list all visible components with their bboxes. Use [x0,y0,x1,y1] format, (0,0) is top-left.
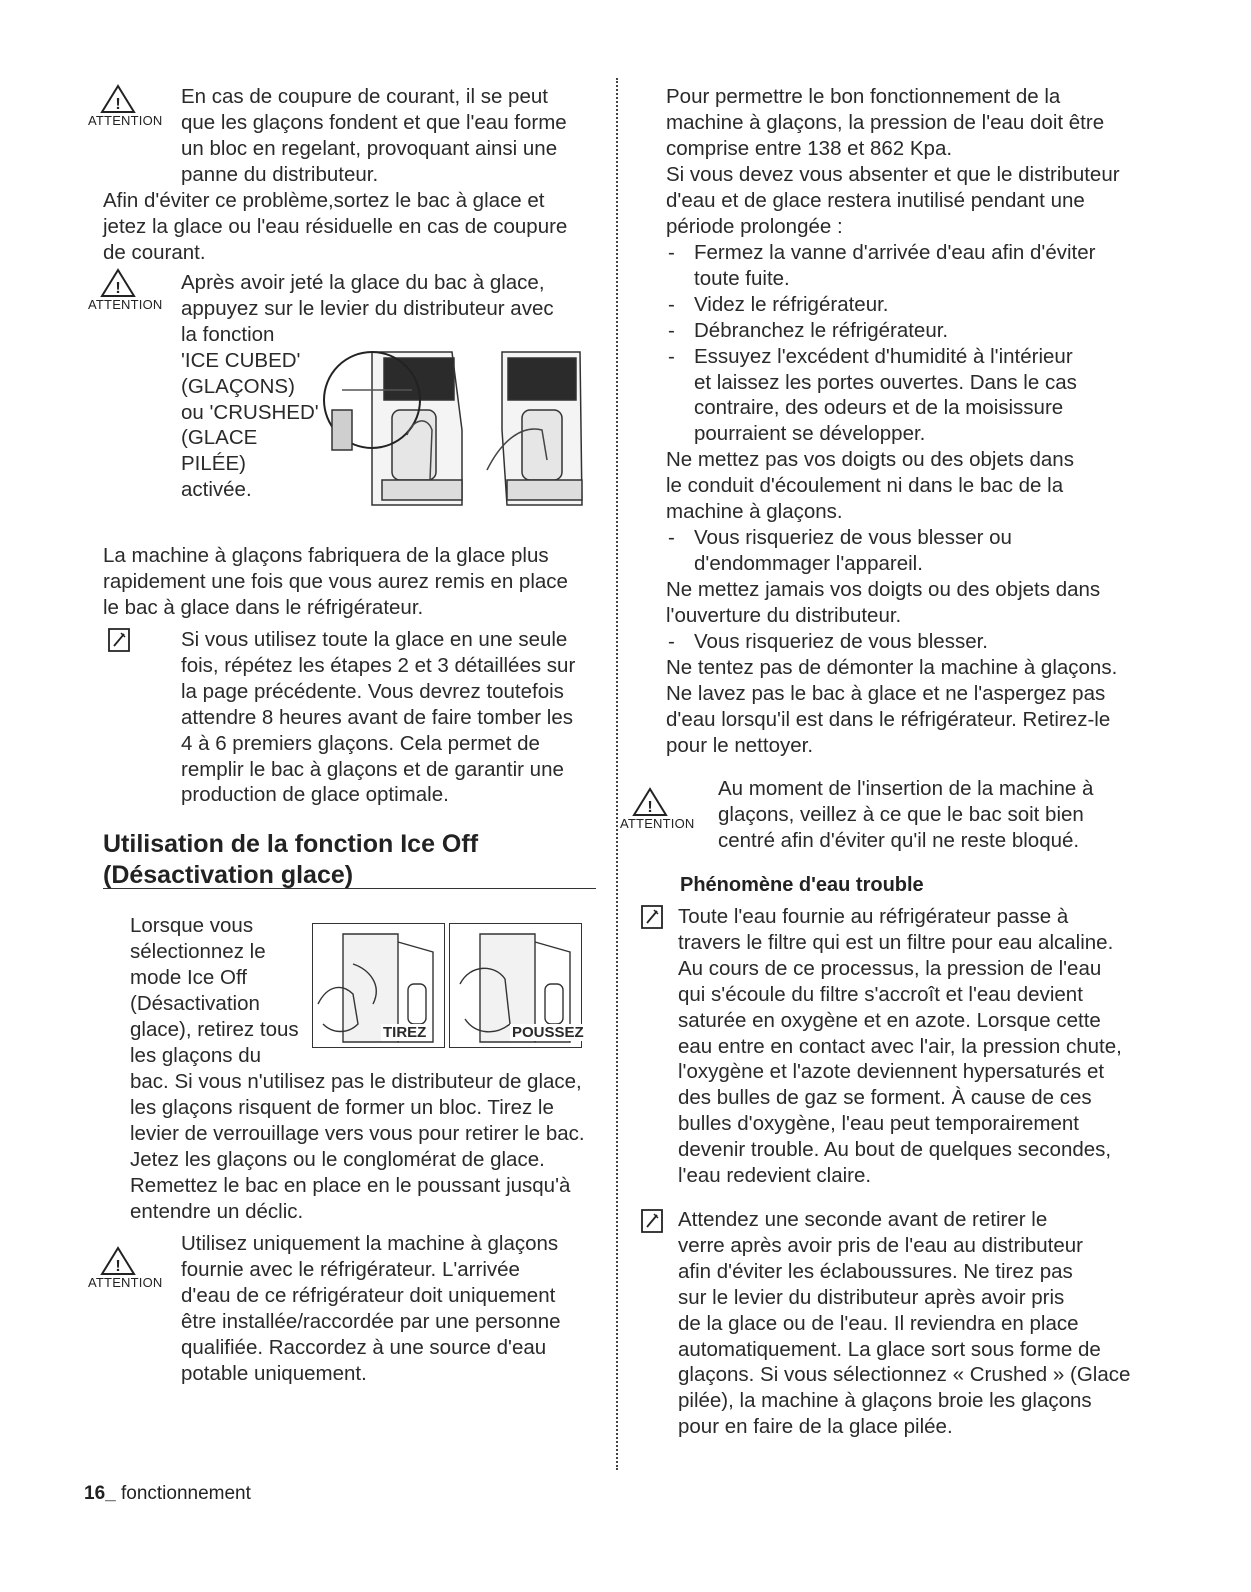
list-injury-warning-1 [666,525,1146,577]
paragraph-empty-ice-bin: Afin d'éviter ce problème,sortez le bac à glace et jetez la glace ou l'eau résiduelle en cas de coupure de courant. [103,189,568,264]
heading-underline [103,888,596,889]
dispenser-panel-right [487,352,582,505]
attention-text-power-outage: En cas de coupure de courant, il se peut que les glaçons fondent et que l'eau forme un bloc en regelant, provoquant ainsi une panne du distributeur. [181,85,567,186]
warning-triangle-icon [100,84,136,114]
svg-text:!: ! [647,799,653,816]
note-icon [640,1208,664,1234]
column-divider [616,78,618,1470]
list-item: - Fermez la vanne d'arrivée d'eau afin d'éviter toute fuite. [666,240,1146,292]
dispenser-illustration [312,340,592,510]
list-item: - Vous risqueriez de vous blesser ou d'endommager l'appareil. [666,525,1146,577]
list-item: - Vous risqueriez de vous blesser. [666,629,1146,655]
svg-text:!: ! [115,1258,121,1275]
subheading-cloudy-water: Phénomène d'eau trouble [680,874,924,896]
note-icon [640,904,664,930]
paragraph-ice-off-long: bac. Si vous n'utilisez pas le distributeur de glace, les glaçons risquent de former un bloc. Tirez le levier de verrouillage vers vous pour retirer le bac. Jetez les glaçons ou le conglomérat de glace. Remettez le bac en place en le poussant jusqu'à entendre un déclic. [130,1070,585,1223]
warning-triangle-icon [632,787,668,817]
page-footer [84,1483,251,1505]
attention-icon: ! ATTENTION [88,84,148,128]
note-icon [107,627,131,653]
list-item: - Débranchez le réfrigérateur. [666,318,1146,344]
figure-pull-bin [312,923,445,1048]
list-absence-steps [666,240,1146,447]
svg-text:!: ! [115,96,121,113]
attention-text-center-bin: Au moment de l'insertion de la machine à glaçons, veillez à ce que le bac soit bien centré afin d'éviter qu'il ne reste bloqué. [718,777,1094,852]
warning-triangle-icon [100,268,136,298]
paragraph-water-pressure: Pour permettre le bon fonctionnement de la machine à glaçons, la pression de l'eau doit être comprise entre 138 et 862 Kpa. Si vous devez vous absenter et que le distributeur d'eau et de glace restera inutilisé pendant une période prolongée : [666,85,1120,238]
list-item: - Essuyez l'excédent d'humidité à l'intérieur et laissez les portes ouvertes. Dans le cas contraire, des odeurs et de la moisissure pourraient se développer. [666,344,1146,448]
paragraph-no-disassemble: Ne tentez pas de démonter la machine à glaçons. Ne lavez pas le bac à glace et ne l'aspergez pas d'eau lorsqu'il est dans le réfrigérateur. Retirez-le pour le nettoyer. [666,656,1118,757]
attention-text-dispenser-lever: Après avoir jeté la glace du bac à glace, appuyez sur le levier du distributeur avec la fonction 'ICE CUBED' (GLAÇONS) ou 'CRUSHED' (GLACE PILÉE) activée. [181,271,554,502]
svg-text:!: ! [115,280,121,297]
note-cloudy-water: Toute l'eau fournie au réfrigérateur passe à travers le filtre qui est un filtre pour eau alcaline. Au cours de ce processus, la pression de l'eau qui s'écoule du filtre s'accroît et l'eau devient saturée en oxygène et en azote. Lorsque cette eau entre en contact avec l'air, la pression chute, l'oxygène et l'azote deviennent hypersaturés et des bulles de gaz se forment. À cause de ces bulles d'oxygène, l'eau peut temporairement devenir trouble. Au bout de quelques secondes, l'eau redevient claire. [678,905,1122,1188]
paragraph-no-fingers-chute: Ne mettez pas vos doigts ou des objets dans le conduit d'écoulement ni dans le bac de la machine à glaçons. [666,448,1074,523]
paragraph-ice-off-short: Lorsque vous sélectionnez le mode Ice Off (Désactivation glace), retirez tous les glaçons du [130,914,299,1067]
list-injury-warning-2 [666,629,1146,655]
paragraph-no-fingers-opening: Ne mettez jamais vos doigts ou des objets dans l'ouverture du distributeur. [666,578,1101,627]
attention-icon: ! ATTENTION [620,787,680,831]
list-item: - Videz le réfrigérateur. [666,292,1146,318]
pull-label: TIREZ [383,1024,427,1041]
push-label: POUSSEZ [512,1024,584,1041]
paragraph-ice-maker-faster: La machine à glaçons fabriquera de la glace plus rapidement une fois que vous aurez remis en place le bac à glace dans le réfrigérateur. [103,544,568,619]
section-heading-ice-off: Utilisation de la fonction Ice Off (Désactivation glace) [103,830,479,889]
note-wait-before-removing-glass: Attendez une seconde avant de retirer le verre après avoir pris de l'eau au distributeur afin d'éviter les éclaboussures. Ne tirez pas sur le levier du distributeur après avoir pris de la glace ou de l'eau. Il reviendra en place automatiquement. La glace sort sous forme de glaçons. Si vous sélectionnez « Crushed » (Glace pilée), la machine à glaçons broie les glaçons pour en faire de la glace pilée. [678,1208,1131,1439]
page-number: 16_ [84,1483,116,1504]
attention-icon: ! ATTENTION [88,268,148,312]
note-ice-usage: Si vous utilisez toute la glace en une seule fois, répétez les étapes 2 et 3 détaillées sur la page précédente. Vous devrez toutefois attendre 8 heures avant de faire tomber les 4 à 6 premiers glaçons. Cela permet de remplir le bac à glaçons et de garantir une production de glace optimale. [181,628,576,807]
figure-push-bin [449,923,582,1048]
footer-section-name: fonctionnement [115,1483,251,1504]
attention-text-use-supplied-ice-maker: Utilisez uniquement la machine à glaçons fournie avec le réfrigérateur. L'arrivée d'eau de ce réfrigérateur doit uniquement être installée/raccordée par une personne qualifiée. Raccordez à une source d'eau potable uniquement. [181,1232,561,1385]
warning-triangle-icon [100,1246,136,1276]
dispenser-panel-left [324,352,462,505]
attention-icon: ! ATTENTION [88,1246,148,1290]
